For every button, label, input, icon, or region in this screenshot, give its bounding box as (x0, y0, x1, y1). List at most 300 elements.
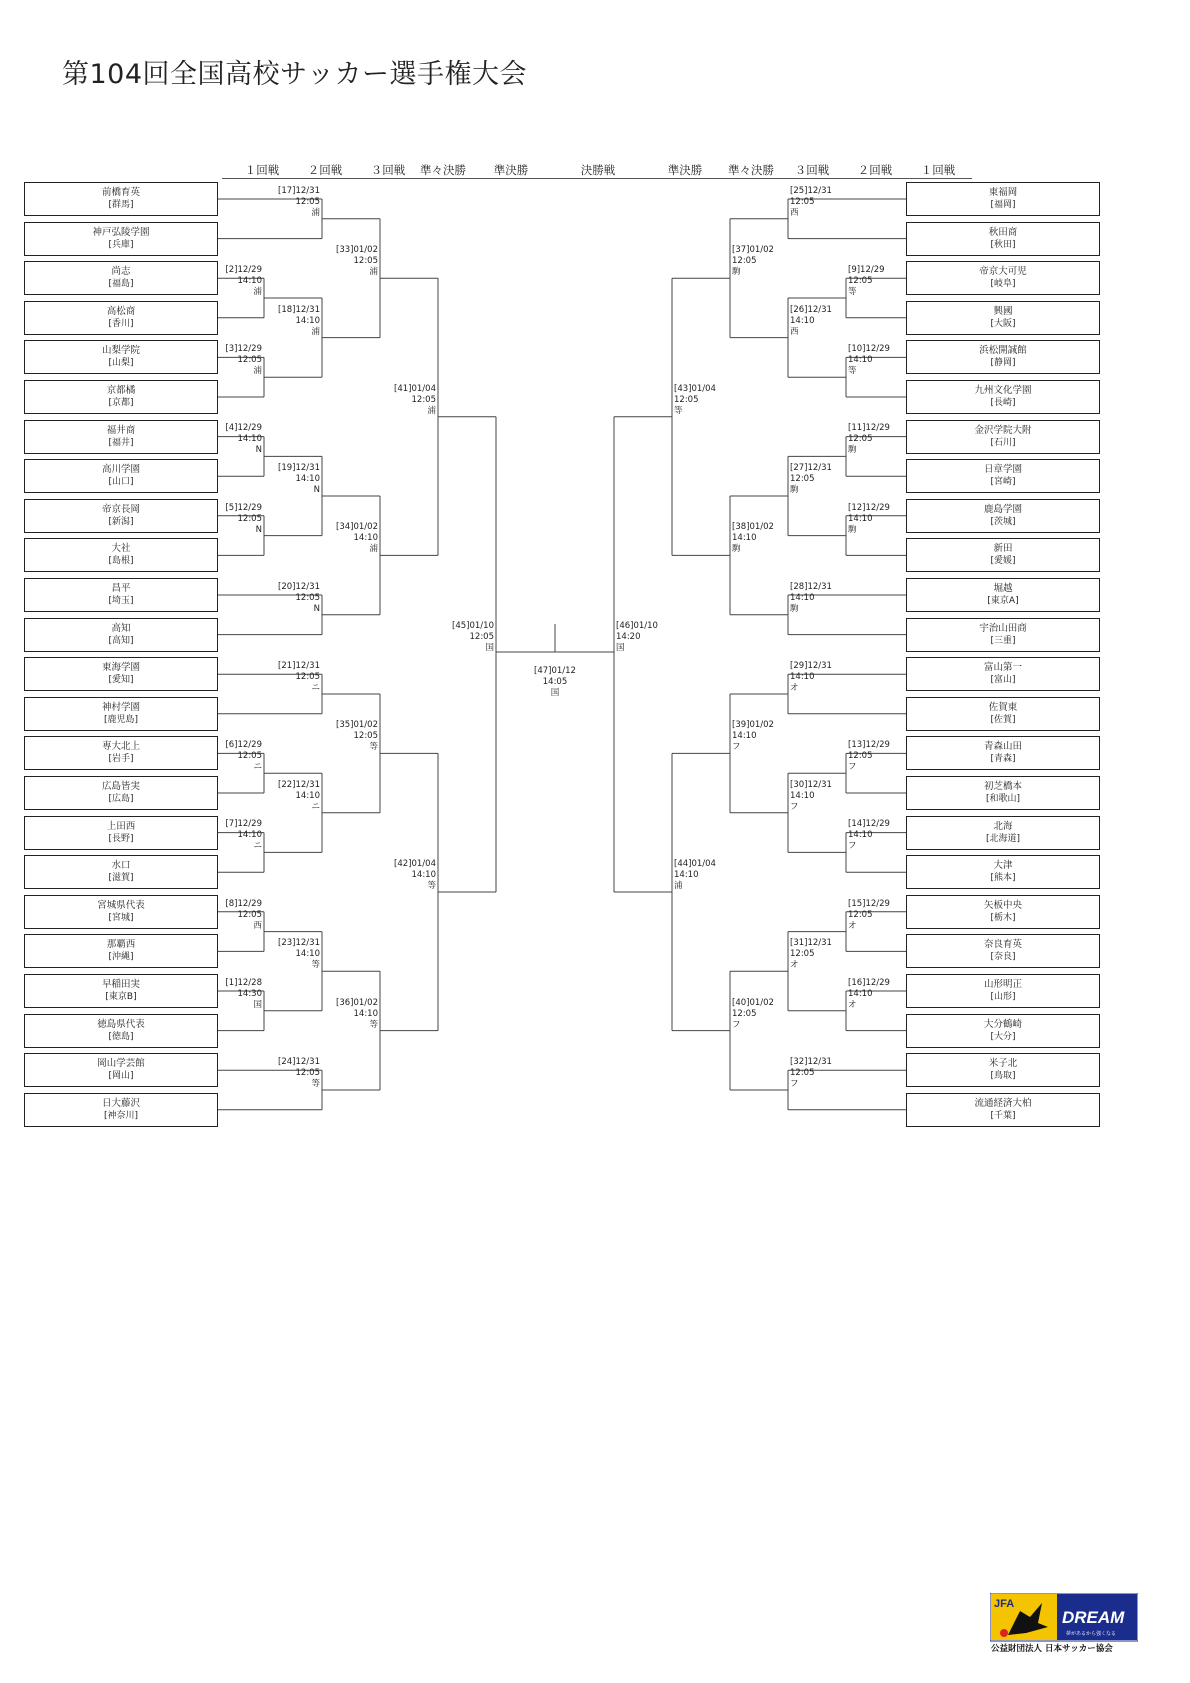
round-label: 準決勝 (667, 163, 703, 177)
final-line2: 14:05 (542, 677, 568, 687)
match-info (732, 998, 774, 1031)
team-box (906, 1053, 1100, 1087)
match-line1: [32]12/31 (790, 1057, 832, 1067)
match-line2: 14:10 (848, 513, 873, 524)
match-line1: [23]12/31 (278, 938, 320, 949)
team-prefecture: [福井] (108, 437, 134, 448)
match-line1: [45]01/10 (452, 621, 494, 632)
team-box (906, 776, 1100, 810)
match-line1: [14]12/29 (848, 819, 890, 830)
match-line3: オ (790, 683, 799, 693)
team-name: 興國 (993, 305, 1013, 317)
match-line1: [18]12/31 (278, 304, 320, 315)
match-line1: [29]12/31 (790, 661, 832, 671)
team-prefecture: [沖縄] (108, 952, 134, 963)
match-line1: [33]01/02 (336, 245, 378, 256)
team-name: 広島皆実 (101, 781, 140, 792)
match-line2: 12:05 (790, 474, 815, 484)
match-line2: 12:05 (848, 434, 873, 445)
team-name: 水口 (111, 860, 131, 872)
match-line2: 14:10 (848, 830, 873, 841)
match-info (732, 522, 774, 555)
team-prefecture: [奈良] (990, 952, 1016, 963)
match-line1: [34]01/02 (336, 522, 378, 533)
team-prefecture: [山口] (108, 477, 134, 488)
match-line1: [7]12/29 (225, 819, 262, 830)
match-info (790, 938, 832, 971)
team-box (906, 222, 1100, 256)
match-info (848, 740, 890, 773)
match-line2: 12:05 (353, 256, 378, 267)
match-info (790, 463, 832, 496)
match-line2: 14:10 (790, 592, 815, 603)
match-line3: 浦 (369, 544, 378, 555)
round-label: 準々決勝 (728, 163, 774, 177)
match-line1: [12]12/29 (848, 502, 890, 513)
team-box (24, 301, 218, 335)
match-info (790, 780, 832, 813)
team-box (24, 776, 218, 810)
match-info (848, 978, 890, 1011)
match-line1: [39]01/02 (732, 720, 774, 731)
team-prefecture: [福島] (108, 279, 134, 290)
team-prefecture: [岡山] (108, 1071, 134, 1082)
match-line1: [17]12/31 (278, 185, 320, 196)
team-prefecture: [東京B] (105, 992, 137, 1002)
match-line1: [2]12/29 (225, 265, 262, 275)
match-line2: 14:10 (732, 533, 757, 544)
team-name: 東海学園 (101, 662, 140, 674)
match-line2: 14:10 (848, 988, 873, 999)
match-line3: 西 (790, 207, 799, 218)
match-line3: ニ (311, 683, 320, 693)
match-line2: 12:05 (848, 751, 873, 762)
match-line3: 西 (253, 920, 262, 931)
match-info (674, 384, 716, 417)
match-info (336, 720, 378, 753)
match-line1: [19]12/31 (278, 463, 320, 473)
team-name: 専大北上 (101, 741, 140, 753)
match-line2: 12:05 (411, 394, 436, 405)
match-line2: 14:10 (353, 1008, 378, 1019)
team-prefecture: [宮城] (108, 912, 134, 923)
team-box (24, 855, 218, 889)
match-info (225, 899, 262, 932)
match-line3: 駒 (790, 485, 799, 495)
team-name: 富山第一 (983, 662, 1022, 674)
team-name: 山梨学院 (101, 345, 140, 357)
match-line1: [38]01/02 (732, 522, 774, 533)
match-line2: 12:05 (848, 276, 873, 286)
team-name: 大分鶴崎 (983, 1018, 1022, 1030)
match-line1: [8]12/29 (225, 898, 262, 909)
match-line3: 等 (311, 1079, 320, 1089)
team-name: 那覇西 (106, 939, 136, 951)
match-line3: 等 (369, 1019, 378, 1030)
team-box (24, 736, 218, 770)
match-line3: オ (848, 920, 857, 931)
round-label: ２回戦 (307, 163, 343, 177)
match-line1: [40]01/02 (732, 997, 774, 1008)
match-line3: フ (848, 841, 857, 852)
match-info (278, 186, 320, 219)
team-prefecture: [京都] (108, 398, 134, 408)
team-name: 堀越 (993, 583, 1013, 594)
final-line3: 国 (550, 688, 560, 698)
match-line2: 12:05 (295, 672, 320, 682)
match-line3: 浦 (311, 207, 320, 218)
match-line2: 14:10 (295, 474, 320, 484)
match-line3: 駒 (790, 603, 799, 614)
team-name: 矢板中央 (983, 899, 1022, 911)
team-prefecture: [千葉] (990, 1110, 1016, 1121)
team-box (24, 1053, 218, 1087)
match-info (225, 344, 262, 377)
team-prefecture: [香川] (108, 318, 134, 329)
match-line2: 14:10 (790, 672, 815, 682)
round-label: 決勝戦 (580, 163, 616, 177)
team-name: 尚志 (111, 266, 131, 278)
team-prefecture: [愛媛] (990, 556, 1016, 567)
round-label: ３回戦 (794, 163, 830, 177)
team-name: 佐賀東 (988, 701, 1018, 713)
team-box (24, 697, 218, 731)
team-box (906, 697, 1100, 731)
match-line3: 駒 (848, 445, 857, 456)
team-box (24, 618, 218, 652)
match-info (278, 661, 320, 694)
team-box (24, 538, 218, 572)
team-prefecture: [富山] (990, 675, 1016, 686)
team-name: 鹿島学園 (983, 503, 1022, 515)
match-info (225, 265, 262, 298)
match-line3: 等 (311, 960, 320, 971)
match-info (278, 938, 320, 971)
match-info (848, 899, 890, 932)
team-box (906, 459, 1100, 493)
team-name: 帝京長岡 (101, 503, 140, 515)
match-line2: 12:05 (353, 731, 378, 742)
match-line3: ニ (253, 762, 262, 773)
team-box (906, 974, 1100, 1008)
team-box (24, 1093, 218, 1127)
jfa-emblem-icon (990, 1593, 1138, 1653)
match-line2: 12:05 (295, 1068, 320, 1078)
team-name: 新田 (993, 543, 1013, 555)
team-prefecture: [佐賀] (990, 714, 1016, 725)
match-info (225, 423, 262, 456)
team-name: 青森山田 (983, 741, 1022, 753)
team-name: 東福岡 (988, 187, 1018, 198)
team-box (24, 420, 218, 454)
team-prefecture: [愛知] (108, 675, 134, 686)
match-info (452, 621, 494, 654)
match-line3: 駒 (732, 267, 741, 278)
team-box (906, 380, 1100, 414)
team-box (24, 934, 218, 968)
match-line2: 14:10 (674, 870, 699, 880)
team-prefecture: [新潟] (108, 516, 134, 527)
match-line3: 等 (369, 742, 378, 753)
final-line1: [47]01/12 (534, 666, 576, 676)
team-box (906, 895, 1100, 929)
match-line1: [21]12/31 (278, 661, 320, 671)
team-prefecture: [和歌山] (985, 794, 1021, 804)
team-prefecture: [鹿児島] (103, 714, 139, 725)
team-box (906, 261, 1100, 295)
match-info (790, 1057, 832, 1090)
team-box (24, 816, 218, 850)
match-line3: 等 (427, 881, 436, 891)
team-prefecture: [高知] (108, 635, 134, 646)
match-line3: フ (848, 762, 857, 773)
match-info (336, 522, 378, 555)
team-box (24, 261, 218, 295)
match-line2: 12:05 (237, 751, 262, 762)
match-line2: 14:10 (237, 830, 262, 841)
team-prefecture: [鳥取] (990, 1071, 1016, 1082)
match-line3: 国 (485, 643, 494, 654)
team-name: 大社 (111, 543, 131, 555)
team-box (906, 182, 1100, 216)
team-prefecture: [静岡] (990, 358, 1016, 369)
match-line1: [41]01/04 (394, 383, 436, 394)
team-box (906, 934, 1100, 968)
team-box (906, 340, 1100, 374)
round-label: 準決勝 (493, 163, 529, 177)
team-box (24, 1014, 218, 1048)
org-text: 公益財団法人 日本サッカー協会 (991, 1644, 1113, 1653)
team-box (24, 222, 218, 256)
team-prefecture: [東京A] (987, 596, 1019, 606)
match-info (278, 463, 320, 496)
jfa-logo (990, 1593, 1138, 1653)
match-line2: 14:10 (237, 276, 262, 286)
team-name: 高知 (111, 622, 131, 634)
match-line3: N (313, 603, 320, 614)
team-prefecture: [福岡] (990, 200, 1016, 210)
match-line3: 等 (674, 405, 683, 416)
match-line2: 12:05 (790, 196, 815, 207)
match-line3: フ (732, 1019, 741, 1030)
match-line3: 駒 (848, 524, 857, 535)
team-name: 福井商 (106, 424, 136, 436)
team-name: 山形明正 (983, 979, 1022, 990)
team-prefecture: [山梨] (108, 358, 134, 369)
team-box (24, 657, 218, 691)
team-prefecture: [大分] (990, 1031, 1016, 1042)
match-line3: フ (732, 742, 741, 753)
team-prefecture: [石川] (990, 437, 1016, 448)
match-info (278, 1057, 320, 1090)
match-line1: [42]01/04 (394, 859, 436, 869)
match-line2: 14:10 (790, 790, 815, 801)
team-box (906, 816, 1100, 850)
team-name: 神村学園 (101, 701, 140, 713)
match-info (790, 582, 832, 615)
match-info (848, 344, 890, 377)
team-box (24, 499, 218, 533)
team-prefecture: [大阪] (990, 318, 1016, 329)
team-box (906, 618, 1100, 652)
match-line1: [6]12/29 (225, 740, 262, 751)
round-label: ３回戦 (370, 163, 406, 177)
match-line3: ニ (311, 801, 320, 812)
team-box (24, 182, 218, 216)
match-line3: 浦 (427, 405, 436, 416)
team-box (906, 855, 1100, 889)
team-name: 秋田商 (988, 226, 1018, 238)
match-line1: [13]12/29 (848, 740, 890, 751)
match-info (394, 859, 436, 892)
match-line1: [27]12/31 (790, 463, 832, 473)
round-label: １回戦 (920, 163, 956, 177)
match-line2: 12:05 (790, 1068, 815, 1078)
match-line1: [11]12/29 (848, 423, 890, 434)
match-line2: 12:05 (237, 355, 262, 366)
match-line2: 14:10 (848, 355, 873, 366)
team-prefecture: [兵庫] (108, 239, 134, 250)
team-box (906, 1014, 1100, 1048)
match-line2: 14:10 (237, 434, 262, 445)
match-info (278, 582, 320, 615)
match-line1: [1]12/28 (225, 977, 262, 988)
team-box (24, 895, 218, 929)
team-prefecture: [秋田] (990, 239, 1016, 250)
team-name: 宇治山田商 (979, 622, 1027, 634)
match-info (732, 720, 774, 753)
team-name: 北海 (993, 820, 1013, 832)
team-box (24, 578, 218, 612)
match-line2: 12:05 (237, 513, 262, 524)
match-line2: 14:20 (616, 632, 641, 643)
team-box (24, 459, 218, 493)
match-line3: 浦 (253, 287, 262, 297)
team-name: 高松商 (106, 305, 136, 317)
team-name: 宮城県代表 (97, 899, 145, 911)
match-line3: オ (790, 960, 799, 971)
match-info (225, 978, 262, 1011)
match-info (278, 305, 320, 338)
team-prefecture: [岐阜] (990, 279, 1016, 290)
round-label: ２回戦 (857, 163, 893, 177)
match-line3: N (255, 445, 262, 456)
match-line2: 12:05 (295, 592, 320, 603)
team-box (906, 657, 1100, 691)
team-name: 早稲田実 (101, 979, 140, 990)
team-name: 日大藤沢 (101, 1097, 140, 1109)
team-box (906, 538, 1100, 572)
match-line1: [30]12/31 (790, 779, 832, 790)
match-info (848, 423, 890, 456)
match-info (225, 503, 262, 536)
team-prefecture: [滋賀] (108, 873, 134, 884)
team-name: 神戸弘陵学園 (92, 226, 150, 238)
match-line2: 14:10 (790, 315, 815, 326)
match-line3: N (313, 485, 320, 495)
match-info (790, 186, 832, 219)
team-box (906, 736, 1100, 770)
match-line3: 浦 (311, 326, 320, 337)
match-line1: [16]12/29 (848, 977, 890, 988)
match-line1: [24]12/31 (278, 1057, 320, 1067)
team-name: 初芝橋本 (983, 781, 1022, 792)
match-line2: 14:10 (295, 949, 320, 960)
team-prefecture: [茨城] (990, 516, 1016, 527)
team-box (24, 380, 218, 414)
team-name: 前橋育英 (101, 187, 140, 198)
match-line3: ニ (253, 841, 262, 852)
match-line1: [43]01/04 (674, 383, 716, 394)
match-line3: 国 (616, 643, 625, 654)
match-info (394, 384, 436, 417)
match-line1: [9]12/29 (848, 265, 885, 275)
match-line1: [28]12/31 (790, 581, 832, 592)
match-line1: [31]12/31 (790, 938, 832, 949)
team-name: 奈良育英 (983, 939, 1022, 951)
team-prefecture: [北海道] (985, 833, 1021, 844)
match-info (790, 305, 832, 338)
team-name: 米子北 (988, 1058, 1018, 1070)
match-line3: フ (790, 801, 799, 812)
match-line1: [37]01/02 (732, 245, 774, 256)
match-line1: [46]01/10 (616, 621, 658, 632)
match-info (336, 245, 378, 278)
team-prefecture: [山形] (990, 992, 1016, 1002)
match-info (336, 998, 378, 1031)
match-info (848, 819, 890, 852)
team-name: 徳島県代表 (97, 1018, 145, 1030)
match-line2: 14:10 (411, 870, 436, 880)
team-name: 京都橘 (106, 385, 136, 396)
match-line3: フ (790, 1079, 799, 1089)
match-info (732, 245, 774, 278)
match-line1: [35]01/02 (336, 720, 378, 731)
team-prefecture: [岩手] (108, 754, 134, 765)
match-line1: [44]01/04 (674, 859, 716, 869)
match-line2: 14:30 (237, 988, 262, 999)
match-line1: [4]12/29 (225, 423, 262, 434)
match-line2: 12:05 (295, 196, 320, 207)
team-name: 九州文化学園 (974, 385, 1032, 396)
team-box (906, 301, 1100, 335)
page-title: 第104回全国高校サッカー選手権大会 (62, 59, 527, 90)
match-info (278, 780, 320, 813)
round-label: １回戦 (244, 163, 280, 177)
team-prefecture: [宮崎] (990, 477, 1016, 488)
team-prefecture: [埼玉] (108, 596, 134, 606)
team-prefecture: [三重] (990, 635, 1016, 646)
match-line2: 14:10 (732, 731, 757, 742)
team-box (24, 340, 218, 374)
match-line1: [22]12/31 (278, 779, 320, 790)
match-line2: 12:05 (469, 632, 494, 643)
match-line1: [15]12/29 (848, 898, 890, 909)
match-info (848, 503, 890, 536)
match-line1: [20]12/31 (278, 581, 320, 592)
team-name: 高川学園 (101, 464, 140, 476)
match-line2: 12:05 (790, 949, 815, 960)
match-line3: 等 (848, 366, 857, 377)
team-prefecture: [群馬] (108, 200, 134, 210)
match-line3: N (255, 524, 262, 535)
match-line3: 国 (253, 999, 262, 1010)
team-name: 金沢学院大附 (974, 424, 1032, 436)
final-match-info (535, 666, 575, 699)
match-line1: [10]12/29 (848, 344, 890, 355)
team-prefecture: [島根] (108, 556, 134, 567)
match-line2: 12:05 (674, 394, 699, 405)
